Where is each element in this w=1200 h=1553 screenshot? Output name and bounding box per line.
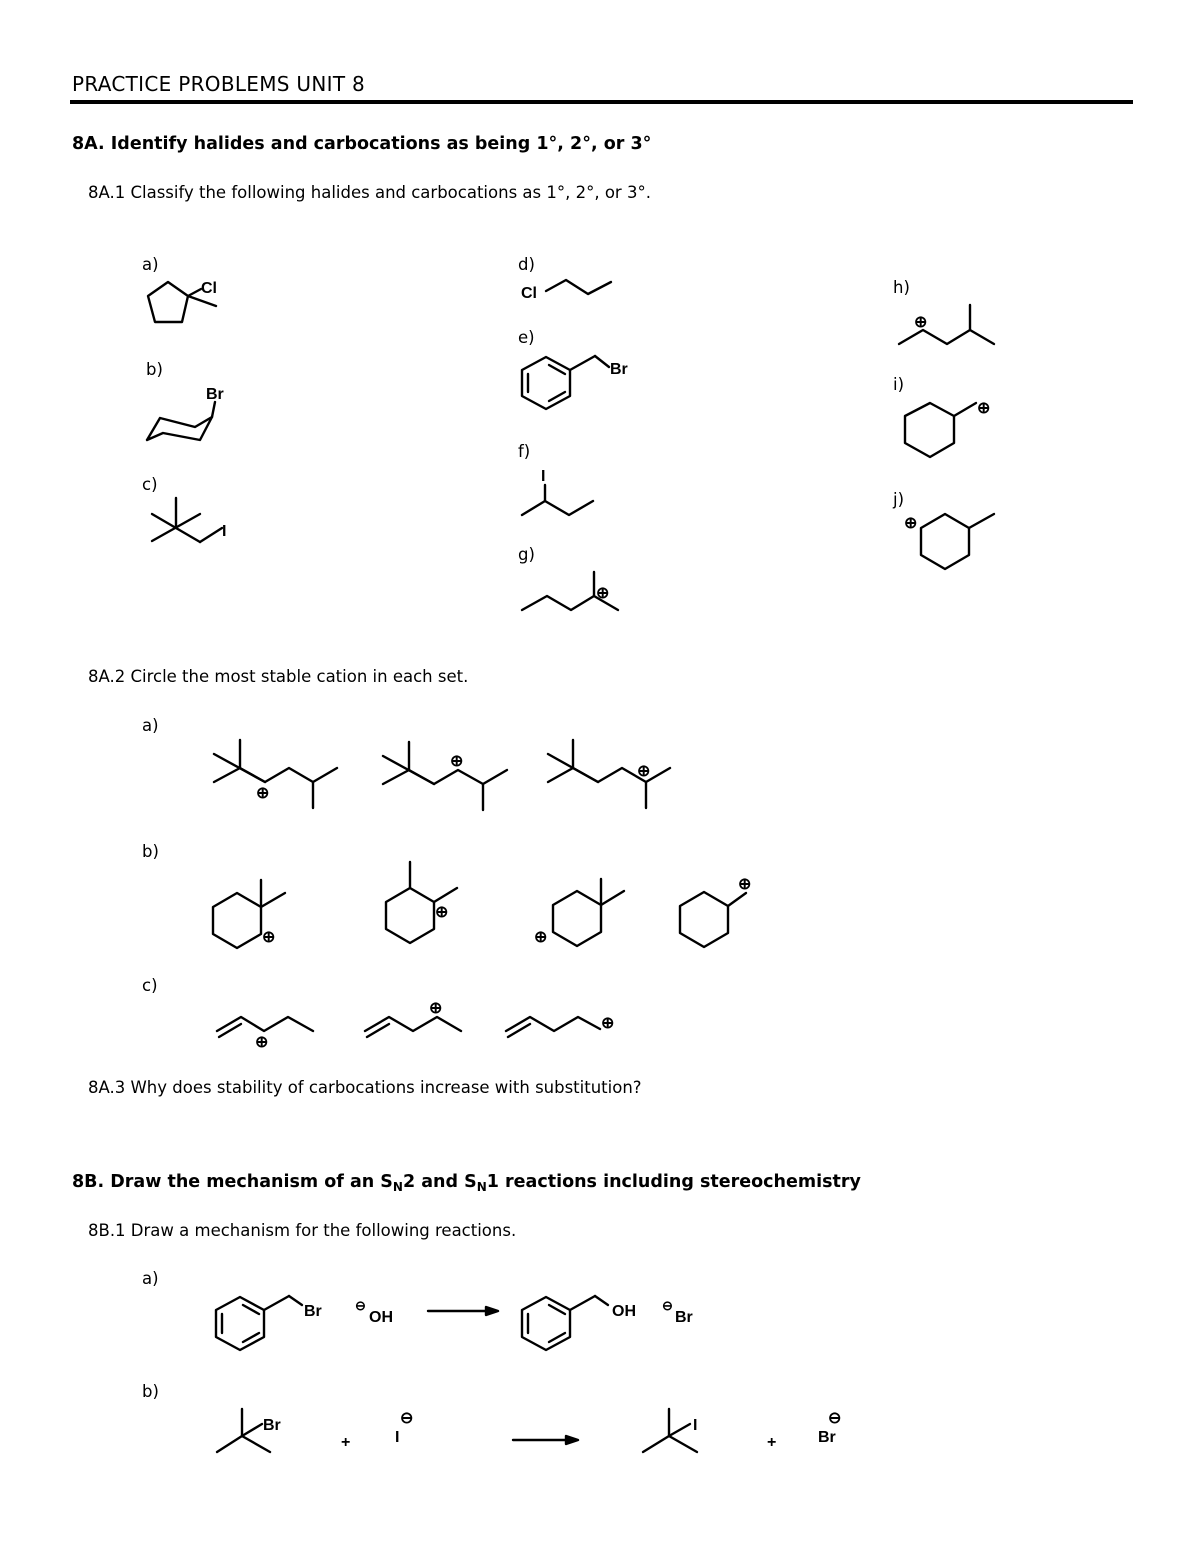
bromine-atom: Br bbox=[206, 386, 224, 403]
section-8a-heading: 8A. Identify halides and carbocations as being 1°, 2°, or 3° bbox=[72, 134, 652, 154]
structure-8a2-a-3 bbox=[548, 740, 670, 808]
structure-8a1-h bbox=[899, 305, 994, 344]
label-8a1-f: f) bbox=[518, 442, 531, 461]
cation-charge-icon: ⊕ bbox=[914, 314, 928, 331]
label-8a1-h: h) bbox=[893, 278, 910, 297]
iodine-atom: I bbox=[541, 468, 546, 485]
label-8a1-b: b) bbox=[146, 360, 163, 379]
structure-8a2-b-2 bbox=[386, 862, 457, 943]
structure-8a2-c-2 bbox=[365, 1000, 461, 1037]
cation-charge-icon: ⊕ bbox=[977, 400, 991, 417]
iodine-atom: I bbox=[693, 1417, 698, 1434]
section-8b-heading: 8B. Draw the mechanism of an $S_N2$ and $S_N1$ reactions including stereochemistry bbox=[72, 1172, 861, 1194]
structure-8a2-a-1 bbox=[214, 740, 337, 808]
cation-charge-icon: ⊕ bbox=[256, 785, 270, 802]
structure-8a2-c-3 bbox=[506, 1015, 614, 1037]
label-8a2-a: a) bbox=[142, 716, 159, 735]
cation-charge-icon: ⊕ bbox=[596, 585, 610, 602]
label-8a1-c: c) bbox=[142, 475, 158, 494]
structure-8a2-c-1 bbox=[217, 1017, 313, 1051]
chlorine-atom: Cl bbox=[201, 280, 217, 297]
reaction-8b1-b bbox=[217, 1409, 841, 1452]
structure-8a1-d bbox=[521, 280, 611, 302]
label-8a2-c: c) bbox=[142, 976, 158, 995]
question-8a3-prompt: 8A.3 Why does stability of carbocations increase with substitution? bbox=[88, 1078, 642, 1097]
label-8a1-i: i) bbox=[893, 375, 905, 394]
question-8a2-prompt: 8A.2 Circle the most stable cation in each set. bbox=[88, 667, 469, 686]
cation-charge-icon: ⊕ bbox=[601, 1015, 615, 1032]
structure-8a1-e bbox=[522, 356, 628, 409]
structure-8a1-i bbox=[905, 400, 990, 457]
anion-charge-icon: ⊖ bbox=[662, 1298, 673, 1313]
label-8a1-g: g) bbox=[518, 545, 535, 564]
reaction-arrow-icon bbox=[566, 1436, 578, 1444]
cation-charge-icon: ⊕ bbox=[534, 929, 548, 946]
cation-charge-icon: ⊕ bbox=[738, 876, 752, 893]
structure-8a2-b-3 bbox=[534, 879, 624, 946]
structure-8a1-j bbox=[904, 514, 994, 569]
label-8a1-j: j) bbox=[893, 490, 905, 509]
plus-sign: + bbox=[767, 1434, 777, 1451]
label-8a1-d: d) bbox=[518, 255, 535, 274]
plus-sign: + bbox=[341, 1434, 351, 1451]
reaction-8b1-a bbox=[216, 1296, 693, 1350]
anion-charge-icon: ⊖ bbox=[355, 1298, 366, 1313]
bromide-ion: Br bbox=[818, 1429, 836, 1446]
cation-charge-icon: ⊕ bbox=[637, 763, 651, 780]
question-8b1-prompt: 8B.1 Draw a mechanism for the following reactions. bbox=[88, 1221, 517, 1240]
bromide-ion: Br bbox=[675, 1309, 693, 1326]
chlorine-atom: Cl bbox=[521, 285, 537, 302]
question-8a1-prompt: 8A.1 Classify the following halides and carbocations as 1°, 2°, or 3°. bbox=[88, 183, 651, 202]
anion-charge-icon: ⊖ bbox=[828, 1410, 842, 1427]
label-8b1-a: a) bbox=[142, 1269, 159, 1288]
cation-charge-icon: ⊕ bbox=[435, 904, 449, 921]
anion-charge-icon: ⊖ bbox=[400, 1410, 414, 1427]
cation-charge-icon: ⊕ bbox=[262, 929, 276, 946]
hydroxide-group: OH bbox=[369, 1309, 393, 1326]
structure-8a1-g bbox=[522, 572, 618, 610]
page-title: PRACTICE PROBLEMS UNIT 8 bbox=[72, 72, 366, 96]
structure-8a1-f bbox=[522, 468, 593, 515]
bromine-atom: Br bbox=[610, 361, 628, 378]
label-8b1-b: b) bbox=[142, 1382, 159, 1401]
hydroxyl-group: OH bbox=[612, 1303, 636, 1320]
structure-8a2-b-4 bbox=[680, 876, 751, 947]
structure-8a2-b-1 bbox=[213, 880, 285, 948]
cation-charge-icon: ⊕ bbox=[904, 515, 918, 532]
cation-charge-icon: ⊕ bbox=[429, 1000, 443, 1017]
structure-8a1-b bbox=[147, 386, 224, 440]
structure-8a1-a bbox=[148, 280, 217, 322]
reaction-arrow-icon bbox=[486, 1307, 498, 1315]
iodine-atom: I bbox=[222, 523, 227, 540]
bromine-atom: Br bbox=[304, 1303, 322, 1320]
iodide-ion: I bbox=[395, 1429, 400, 1446]
bromine-atom: Br bbox=[263, 1417, 281, 1434]
structure-8a1-c bbox=[152, 498, 226, 542]
label-8a2-b: b) bbox=[142, 842, 159, 861]
cation-charge-icon: ⊕ bbox=[450, 753, 464, 770]
label-8a1-e: e) bbox=[518, 328, 535, 347]
cation-charge-icon: ⊕ bbox=[255, 1034, 269, 1051]
label-8a1-a: a) bbox=[142, 255, 159, 274]
structure-8a2-a-2 bbox=[383, 742, 507, 810]
